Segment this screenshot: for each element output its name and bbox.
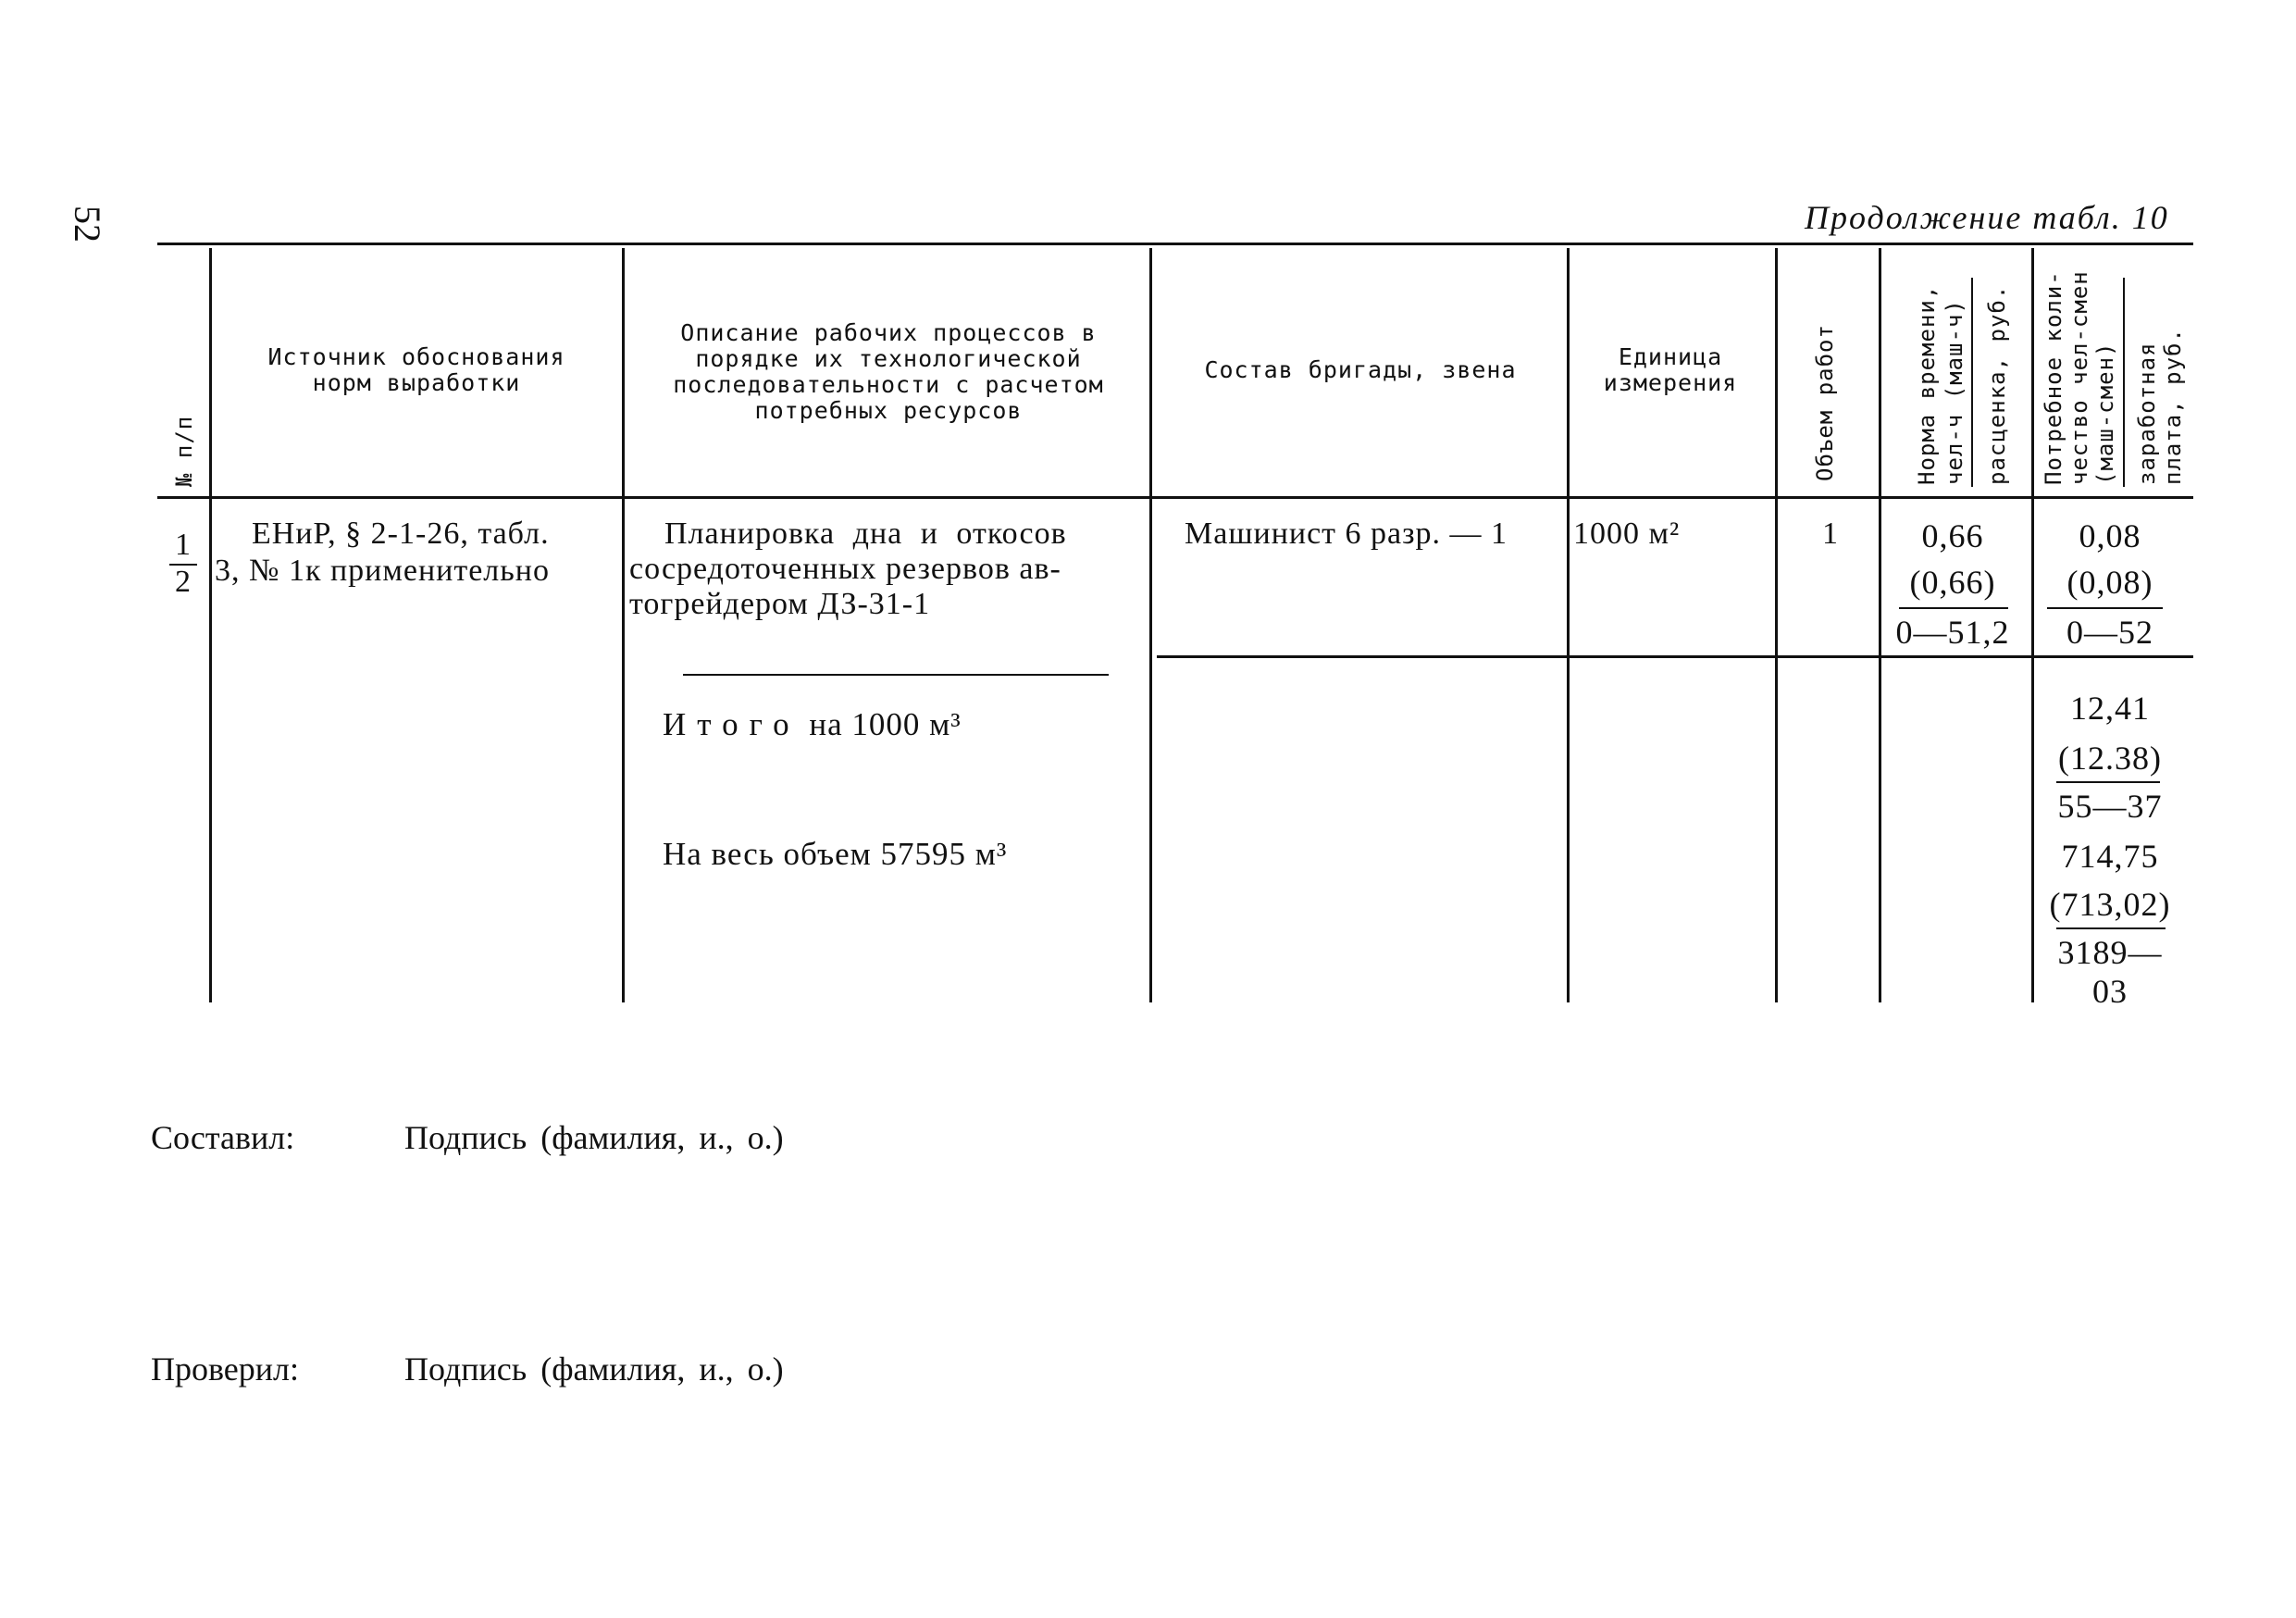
row-description-line1: Планировка дна и откосов [664, 517, 1067, 551]
signature-compiled-label: Составил: [151, 1119, 295, 1156]
row-unit: 1000 м² [1573, 517, 1681, 551]
header-unit: Единица измерения [1603, 343, 1738, 396]
header-need-mid2: (маш-смен) [2092, 342, 2118, 485]
row-source-line1: ЕНиР, § 2-1-26, табл. [252, 517, 550, 551]
signature-checked-value: Подпись (фамилия, и., о.) [404, 1350, 784, 1388]
row-price: 0—51,2 [1895, 614, 2010, 651]
header-norm-top: Норма времени, [1914, 284, 1940, 485]
total-per-1000-label: Итого на 1000 м³ [663, 706, 962, 742]
row-source-line2: 3, № 1к применительно [215, 554, 550, 588]
header-norm-bottom: расценка, руб. [1984, 284, 2010, 485]
total-per-1000-wage: 55—37 [2057, 788, 2163, 825]
total-all-label: На весь объем 57595 м³ [663, 836, 1008, 872]
total-all-need-machine: (713,02) [2049, 886, 2171, 923]
header-source: Источник обоснования норм выработки [267, 343, 565, 396]
total-per-1000-need-machine: (12.38) [2058, 740, 2162, 777]
header-need-bottom2: плата, руб. [2160, 328, 2186, 485]
header-norm-mid: чел-ч (маш-ч) [1942, 299, 1967, 485]
row-description-line3: тогрейдером ДЗ-31-1 [629, 587, 931, 621]
row-number-1: 1 [175, 528, 192, 562]
row-norm: 0,66 [1921, 517, 1984, 554]
row-crew: Машинист 6 разр. — 1 [1185, 517, 1508, 551]
row-description-line2: сосредоточенных резервов ав- [629, 552, 1061, 586]
header-number: № п/п [171, 415, 197, 487]
header-need-top: Потребное коли- [2041, 270, 2066, 485]
header-crew: Состав бригады, звена [1204, 356, 1517, 383]
total-all-need: 714,75 [2061, 838, 2159, 875]
row-need: 0,08 [2079, 517, 2141, 554]
row-need-machine: (0,08) [2066, 564, 2153, 601]
header-need-mid: чество чел-смен [2066, 270, 2092, 485]
row-volume: 1 [1822, 517, 1839, 551]
total-per-1000-need: 12,41 [2070, 690, 2150, 727]
table-caption: Продолжение табл. 10 [1805, 199, 2169, 236]
header-volume: Объем работ [1812, 324, 1838, 481]
page-number: 52 [67, 205, 108, 243]
header-need-bottom1: заработная [2134, 342, 2160, 485]
signature-checked-label: Проверил: [151, 1350, 299, 1388]
total-all-wage: 3189—03 [2057, 934, 2163, 1010]
row-number-2: 2 [175, 565, 192, 599]
header-description: Описание рабочих процессов в порядке их технологической последовательности с расчетом потребных ресурсов [673, 319, 1104, 424]
row-wage: 0—52 [2066, 614, 2153, 651]
row-norm-machine: (0,66) [1909, 564, 1996, 601]
signature-compiled-value: Подпись (фамилия, и., о.) [404, 1119, 784, 1156]
